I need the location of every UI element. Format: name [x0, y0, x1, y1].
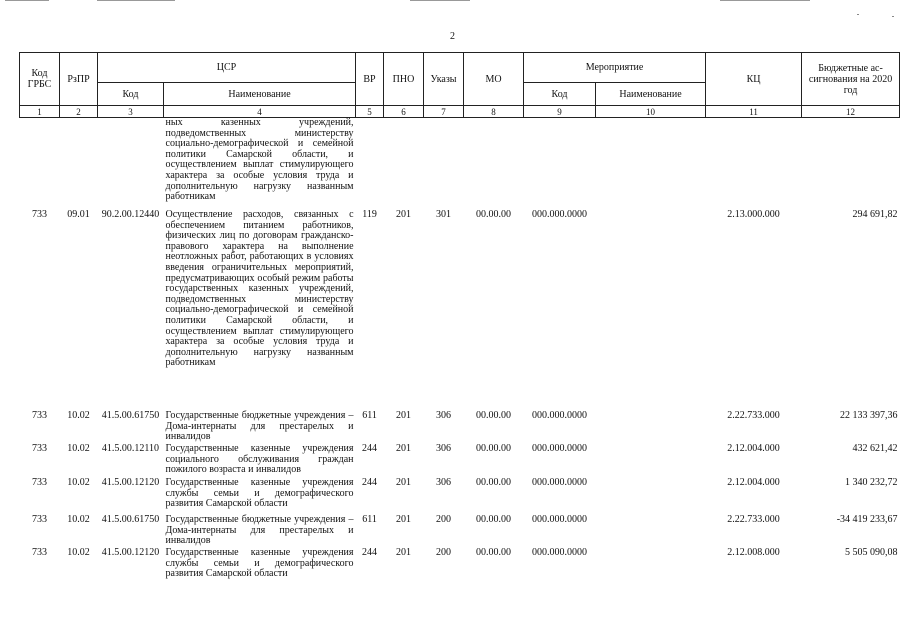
- cell-rzpr: 10.02: [67, 514, 90, 525]
- column-number: 1: [20, 106, 60, 118]
- cell-kc: 2.12.004.000: [727, 477, 780, 488]
- cell-grbs: 733: [32, 514, 47, 525]
- cell-rzpr: 09.01: [67, 209, 90, 220]
- cell-vr: 244: [362, 443, 378, 454]
- cell-grbs: 733: [32, 477, 47, 488]
- cell-amount: 294 691,82: [852, 209, 898, 220]
- cell-csr-kod: 41.5.00.12120: [101, 547, 160, 558]
- cell-name: Государственные бюджетные учреждения – Дома-интернаты для престарелых и инвалидов: [165, 514, 354, 547]
- cell-name: Государственные казенные учреждения службы семьи и демографического развития Самарской области: [165, 547, 354, 580]
- header-pno: ПНО: [384, 53, 424, 106]
- cell-mer-name: [596, 210, 706, 411]
- cell-mer-name: [596, 118, 706, 211]
- cell-mer-name: [596, 548, 706, 582]
- cell-kc: 2.12.004.000: [727, 443, 780, 454]
- cell-grbs: 733: [32, 410, 47, 421]
- cell-mer-kod: 000.000.0000: [532, 209, 588, 220]
- cell-pno: 201: [396, 514, 412, 525]
- cell-mer-kod: 000.000.0000: [532, 514, 588, 525]
- cell-rzpr: 10.02: [67, 477, 90, 488]
- cell-mer-name: [596, 478, 706, 515]
- cell-grbs: 733: [32, 443, 47, 454]
- header-ukazy: Указы: [424, 53, 464, 106]
- cell-pno: 201: [396, 547, 412, 558]
- column-number: 11: [706, 106, 802, 118]
- column-number: 6: [384, 106, 424, 118]
- header-csr-name: Наименование: [164, 83, 356, 106]
- header-csr-kod: Код: [98, 83, 164, 106]
- cell-mo: [464, 118, 524, 211]
- header-budget: Бюджетные ас-сигнования на 2020 год: [802, 53, 900, 106]
- cell-mer-name: [596, 515, 706, 548]
- table-row: [20, 444, 900, 478]
- cell-mer-kod: 000.000.0000: [532, 410, 588, 421]
- scan-artifact-line: [97, 0, 175, 1]
- cell-ukazy: 200: [436, 514, 452, 525]
- cell-amount: [802, 118, 900, 211]
- header-mo: МО: [464, 53, 524, 106]
- table-row: [20, 118, 900, 211]
- cell-mer-kod: [524, 118, 596, 211]
- cell-grbs: 733: [32, 547, 47, 558]
- cell-name: ных казенных учреждений, подведомственных министерству социально-демографической и семейной политики Самарской области, и осуществлением выплат стимулирующего характера за особые условия труда и дополнительную нагрузку названным работникам: [165, 117, 354, 203]
- page-number: 2: [450, 31, 455, 42]
- cell-pno: 201: [396, 410, 412, 421]
- cell-mo: 00.00.00: [476, 514, 512, 525]
- budget-table: [19, 52, 900, 582]
- cell-csr-kod: 90.2.00.12440: [101, 209, 160, 220]
- header-csr: ЦСР: [98, 53, 356, 83]
- cell-ukazy: 306: [436, 443, 452, 454]
- cell-csr-kod: 41.5.00.12120: [101, 477, 160, 488]
- cell-pno: [384, 118, 424, 211]
- cell-pno: 201: [396, 443, 412, 454]
- cell-csr-kod: 41.5.00.61750: [101, 410, 160, 421]
- column-number: 4: [164, 106, 356, 118]
- cell-kc: 2.22.733.000: [727, 514, 780, 525]
- cell-mo: 00.00.00: [476, 209, 512, 220]
- cell-csr-kod: 41.5.00.61750: [101, 514, 160, 525]
- cell-name: Государственные бюджетные учреждения – Дома-интернаты для престарелых и инвалидов: [165, 410, 354, 443]
- column-number: 7: [424, 106, 464, 118]
- cell-amount: 1 340 232,72: [845, 477, 898, 488]
- header-meropriyatie: Мероприятие: [524, 53, 706, 83]
- cell-mo: 00.00.00: [476, 477, 512, 488]
- scan-speck: [892, 16, 894, 17]
- cell-pno: 201: [396, 209, 412, 220]
- cell-vr: [356, 118, 384, 211]
- cell-rzpr: [60, 118, 98, 211]
- cell-vr: 244: [362, 477, 378, 488]
- cell-vr: 244: [362, 547, 378, 558]
- table-row: [20, 515, 900, 548]
- cell-name: Государственные казенные учреждения социального обслуживания граждан пожилого возраста и инвалидов: [165, 443, 354, 476]
- header-mer-kod: Код: [524, 83, 596, 106]
- table-row: [20, 210, 900, 411]
- cell-mer-name: [596, 444, 706, 478]
- scan-artifact-line: [720, 0, 810, 1]
- cell-mer-kod: 000.000.0000: [532, 547, 588, 558]
- cell-mo: 00.00.00: [476, 547, 512, 558]
- scan-artifact-line: [5, 0, 49, 1]
- cell-amount: 432 621,42: [852, 443, 898, 454]
- column-number: 10: [596, 106, 706, 118]
- cell-pno: 201: [396, 477, 412, 488]
- cell-mer-name: [596, 411, 706, 444]
- column-number: 2: [60, 106, 98, 118]
- column-number: 8: [464, 106, 524, 118]
- cell-grbs: 733: [32, 209, 47, 220]
- cell-vr: 119: [362, 209, 377, 220]
- header-mer-name: Наименование: [596, 83, 706, 106]
- table-row: [20, 411, 900, 444]
- cell-rzpr: 10.02: [67, 410, 90, 421]
- column-number: 5: [356, 106, 384, 118]
- table-row: [20, 478, 900, 515]
- cell-vr: 611: [362, 410, 377, 421]
- header-kc: КЦ: [706, 53, 802, 106]
- cell-ukazy: 306: [436, 410, 452, 421]
- cell-mer-kod: 000.000.0000: [532, 443, 588, 454]
- scan-artifact-line: [410, 0, 470, 1]
- cell-rzpr: 10.02: [67, 443, 90, 454]
- cell-vr: 611: [362, 514, 377, 525]
- cell-grbs: [20, 118, 60, 211]
- cell-rzpr: 10.02: [67, 547, 90, 558]
- cell-amount: 5 505 090,08: [845, 547, 898, 558]
- header-rzpr: РзПР: [60, 53, 98, 106]
- cell-name: Осуществление расходов, связанных с обеспечением питанием работников, физических лиц по договорам гражданско-правового характера на выполнение неотложных работ, работающих в условиях введения ограничительных мероприятий, предусматривающих особый режим работы государственных казенных учреждений, подведомственных министерству социально-демографической и семейной политики Самарской области, и осуществлением выплат стимулирующего характера за особые условия труда и дополнительную нагрузку названным работникам: [165, 209, 354, 369]
- header-vr: ВР: [356, 53, 384, 106]
- table-row: [20, 548, 900, 582]
- cell-kc: 2.22.733.000: [727, 410, 780, 421]
- cell-ukazy: 306: [436, 477, 452, 488]
- cell-csr-kod: [98, 118, 164, 211]
- header-kod-grbs: Код ГРБС: [20, 53, 60, 106]
- cell-kc: [706, 118, 802, 211]
- cell-amount: -34 419 233,67: [836, 514, 898, 525]
- cell-kc: 2.12.008.000: [727, 547, 780, 558]
- cell-mo: 00.00.00: [476, 410, 512, 421]
- cell-ukazy: [424, 118, 464, 211]
- cell-mo: 00.00.00: [476, 443, 512, 454]
- scan-speck: [857, 14, 859, 15]
- cell-ukazy: 200: [436, 547, 452, 558]
- cell-ukazy: 301: [436, 209, 452, 220]
- cell-kc: 2.13.000.000: [727, 209, 780, 220]
- cell-name: Государственные казенные учреждения службы семьи и демографического развития Самарской области: [165, 477, 354, 510]
- cell-csr-kod: 41.5.00.12110: [101, 443, 160, 454]
- column-number: 3: [98, 106, 164, 118]
- cell-amount: 22 133 397,36: [840, 410, 898, 421]
- column-number: 12: [802, 106, 900, 118]
- cell-mer-kod: 000.000.0000: [532, 477, 588, 488]
- column-number: 9: [524, 106, 596, 118]
